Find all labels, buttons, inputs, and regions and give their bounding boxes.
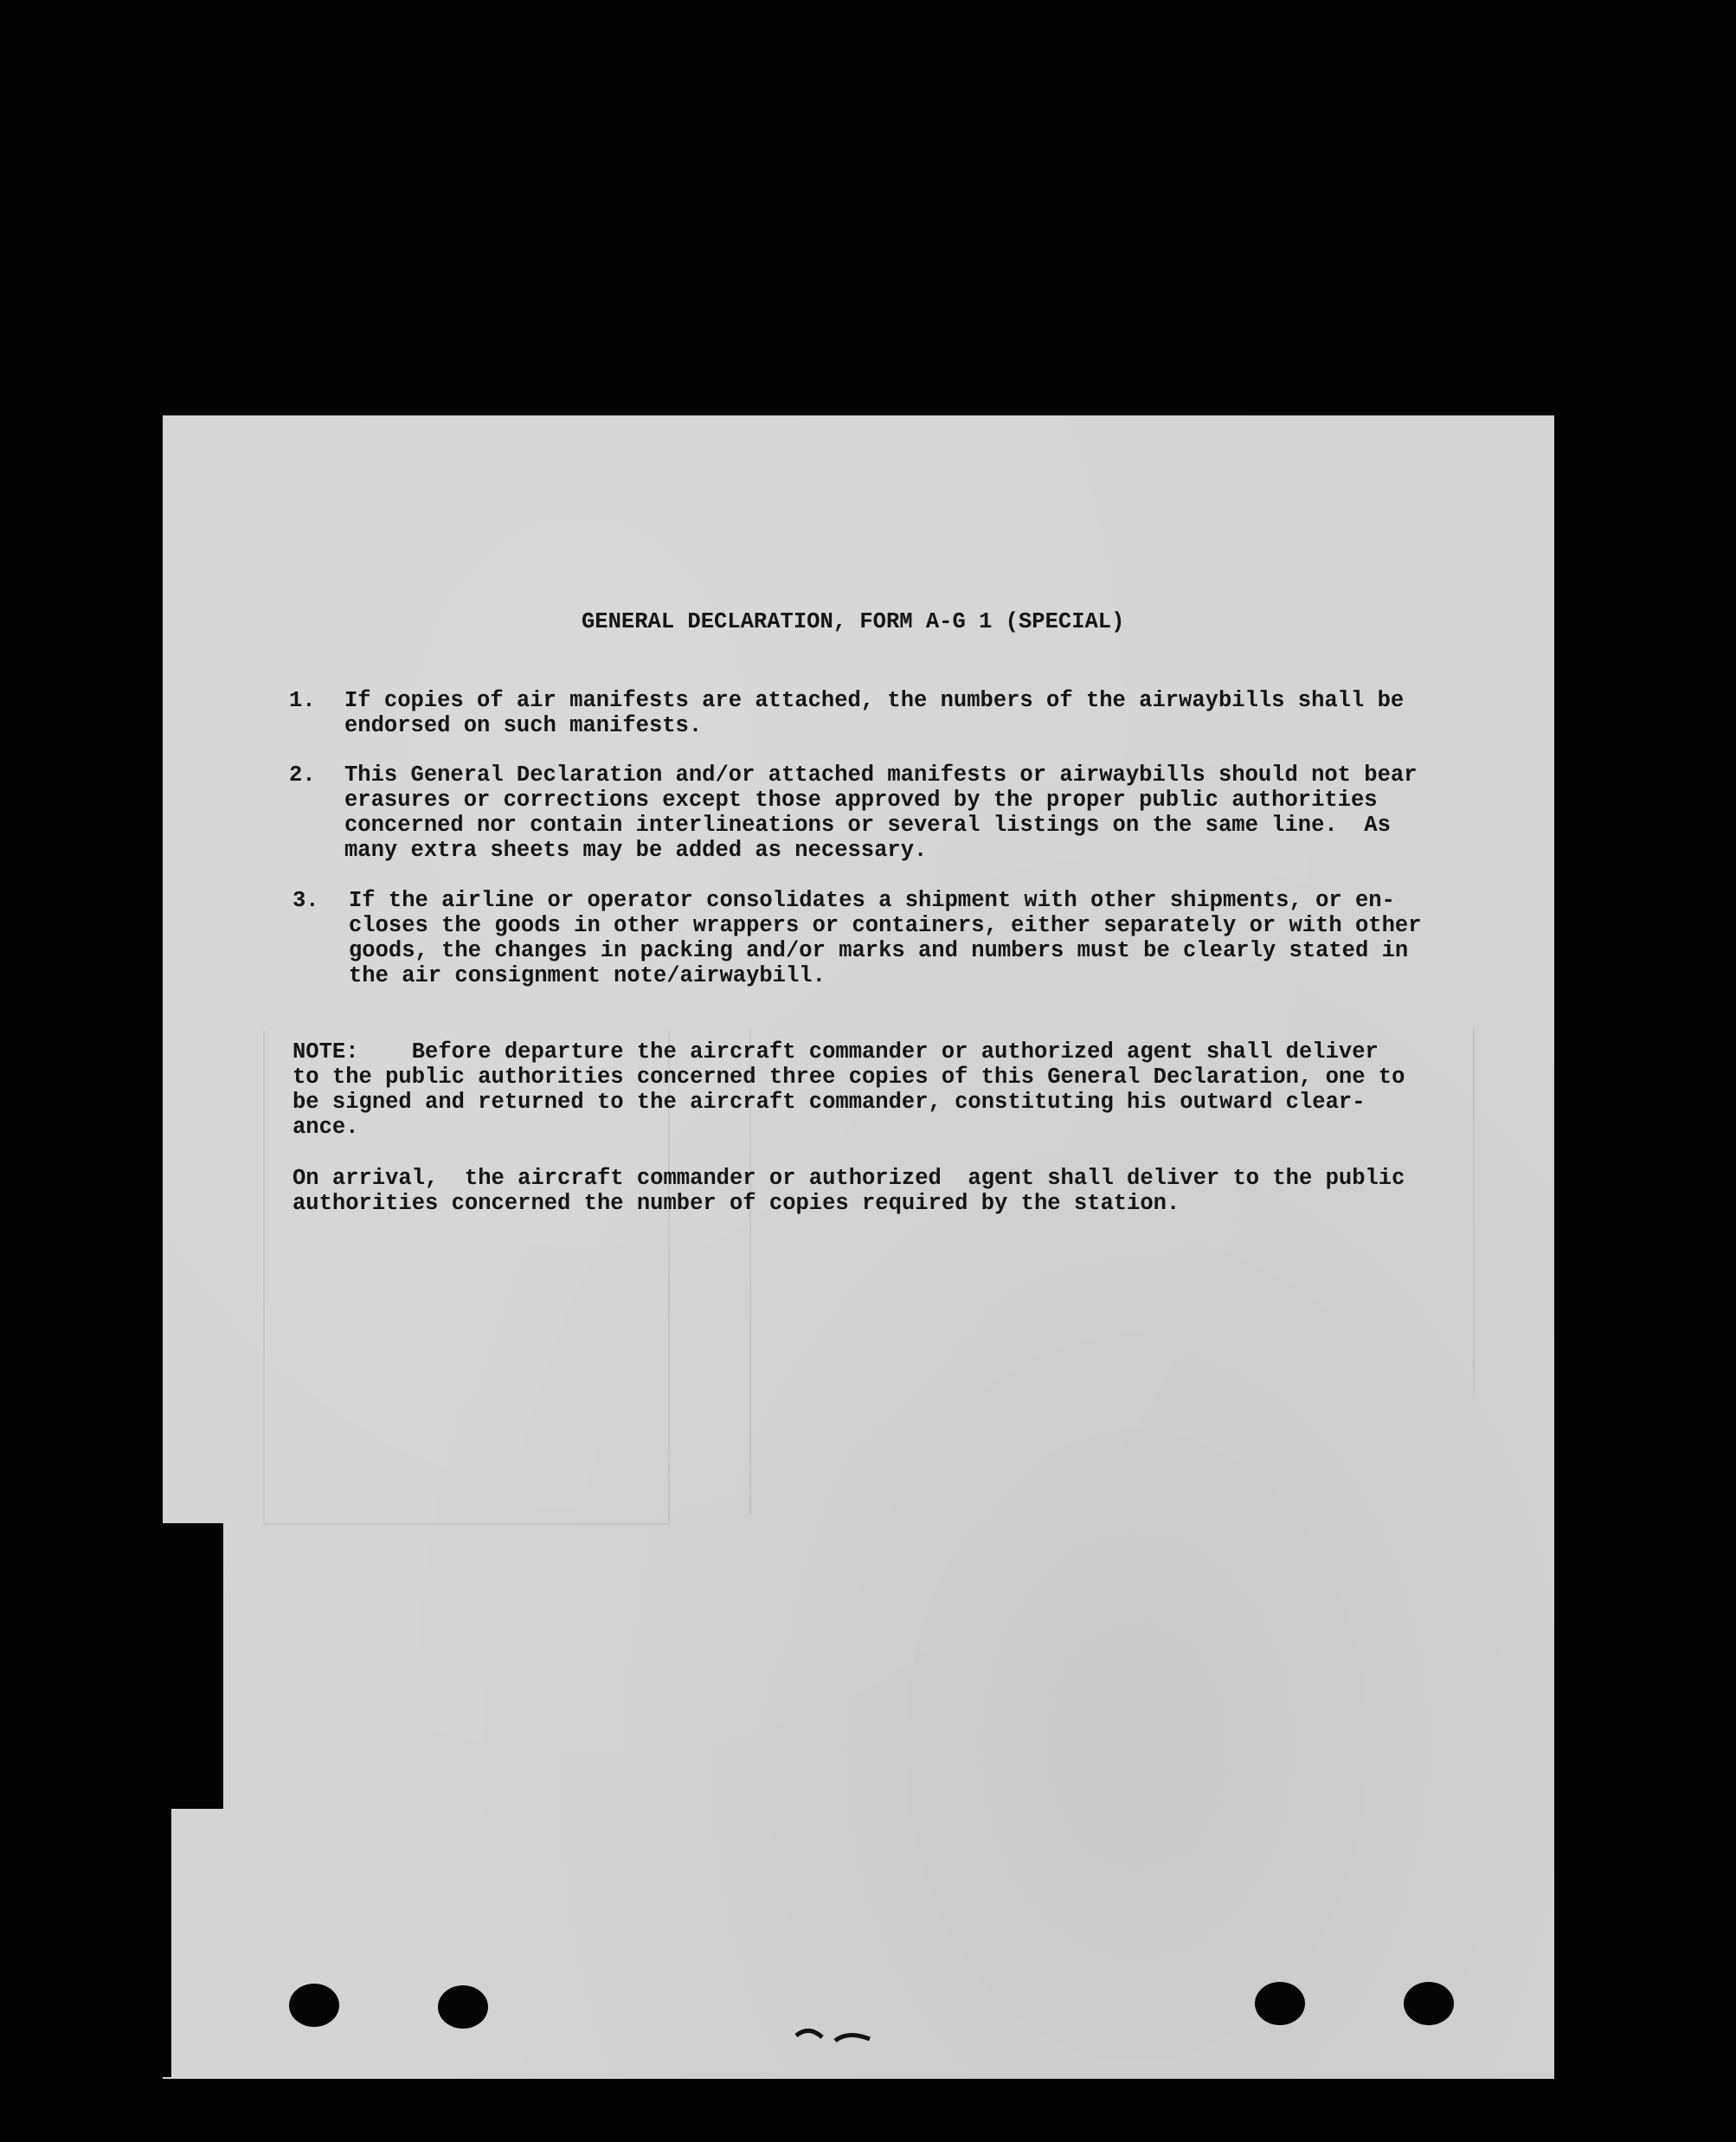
item-3-text: If the airline or operator consolidates a shipment with other shipments, or en- closes the goods in other wrappers or containers, either separately or with other goods, the changes in packing and/or marks and numbers must be clearly stated in the air consignment note/airwaybill. xyxy=(349,888,1422,988)
document-title: GENERAL DECLARATION, FORM A-G 1 (SPECIAL) xyxy=(582,609,1125,634)
paper-sheet xyxy=(163,415,1554,2079)
note-paragraph: NOTE: Before departure the aircraft commander or authorized agent shall deliver to the public authorities concerned three copies of this General Declaration, one to be signed and returned to the aircraft commander, constituting his outward clear- ance. xyxy=(293,1039,1405,1140)
punch-hole xyxy=(1255,1982,1305,2025)
item-2-text: This General Declaration and/or attached manifests or airwaybills should not bear erasures or corrections except those approved by the proper public authorities concerned nor contain interlineations or several listings on the same line. As many extra sheets may be added as necessary. xyxy=(344,762,1418,863)
bleed-through-line xyxy=(1473,1030,1475,1393)
bleed-through-line xyxy=(263,1523,670,1525)
item-1-text: If copies of air manifests are attached, the numbers of the airwaybills shall be endorsed on such manifests. xyxy=(344,688,1405,738)
item-number: 2. xyxy=(289,762,316,788)
torn-edge xyxy=(163,1523,223,1809)
pen-mark xyxy=(792,2017,878,2051)
arrival-paragraph: On arrival, the aircraft commander or authorized agent shall deliver to the public authorities concerned the number of copies required by the station. xyxy=(293,1166,1405,1216)
punch-hole xyxy=(438,1985,488,2029)
item-number: 3. xyxy=(293,888,319,913)
punch-hole xyxy=(289,1984,339,2027)
punch-hole xyxy=(1404,1982,1454,2025)
torn-edge-lower xyxy=(163,1774,171,2077)
bleed-through-line xyxy=(263,1030,265,1523)
item-number: 1. xyxy=(289,688,316,713)
